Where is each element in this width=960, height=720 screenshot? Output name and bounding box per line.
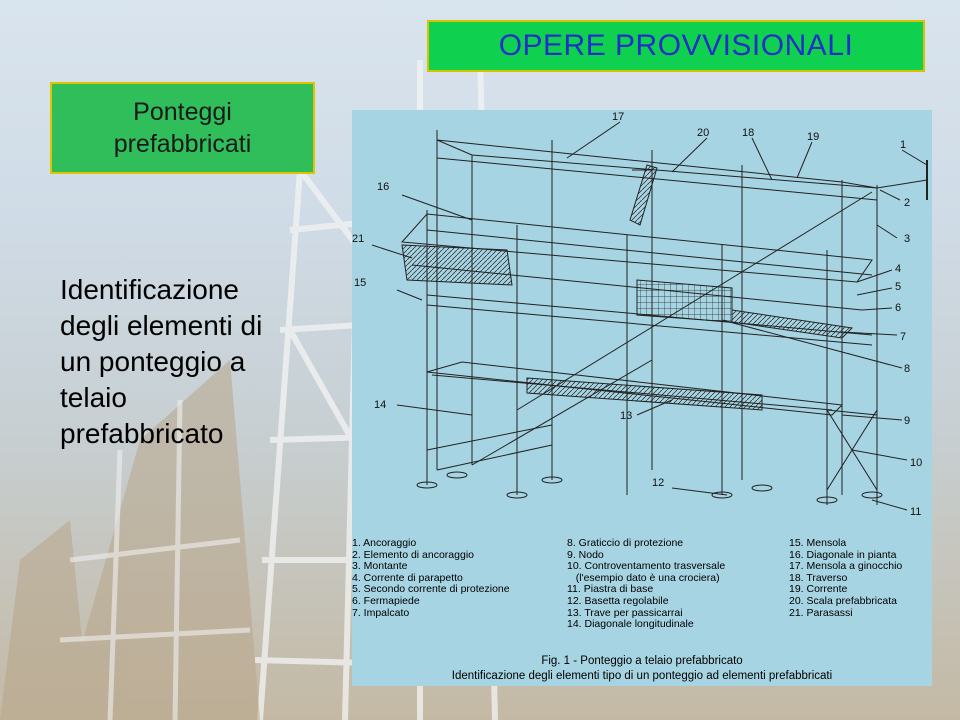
label-15: 15 bbox=[354, 277, 367, 289]
figure-caption-title: Fig. 1 - Ponteggio a telaio prefabbricato bbox=[541, 655, 743, 667]
label-20: 20 bbox=[697, 127, 710, 139]
legend-column-2 bbox=[567, 538, 725, 631]
body-line: prefabbricato bbox=[60, 418, 224, 449]
scaffold-drawing bbox=[352, 110, 932, 540]
legend-item: 9. Nodo bbox=[567, 548, 604, 561]
subtitle-line-2: prefabbricati bbox=[113, 130, 252, 158]
legend-item: 13. Trave per passicarrai bbox=[567, 606, 683, 619]
legend-item: 11. Piastra di base bbox=[567, 583, 654, 596]
label-9: 9 bbox=[904, 415, 911, 427]
body-line: un ponteggio a bbox=[60, 346, 246, 377]
label-16: 16 bbox=[377, 181, 390, 193]
legend-item: 5. Secondo corrente di protezione bbox=[352, 583, 510, 596]
label-7: 7 bbox=[900, 331, 907, 343]
legend-item: 21. Parasassi bbox=[789, 606, 853, 619]
subtitle-box bbox=[50, 82, 315, 174]
label-3: 3 bbox=[904, 233, 911, 245]
label-1: 1 bbox=[900, 139, 907, 151]
legend-item: 6. Fermapiede bbox=[352, 594, 420, 607]
legend-item: 4. Corrente di parapetto bbox=[352, 571, 463, 584]
legend-item: (l'esempio dato è una crociera) bbox=[567, 571, 720, 584]
legend-item: 17. Mensola a ginocchio bbox=[789, 560, 903, 573]
legend-item: 16. Diagonale in pianta bbox=[789, 548, 897, 561]
body-text bbox=[60, 272, 350, 452]
legend-item: 2. Elemento di ancoraggio bbox=[352, 548, 474, 561]
legend-item: 1. Ancoraggio bbox=[352, 537, 417, 549]
label-2: 2 bbox=[904, 197, 911, 209]
label-21: 21 bbox=[352, 233, 365, 245]
legend-item: 12. Basetta regolabile bbox=[567, 594, 669, 607]
legend-item: 15. Mensola bbox=[789, 537, 847, 549]
label-18: 18 bbox=[742, 127, 755, 139]
label-6: 6 bbox=[895, 302, 902, 314]
subtitle-line-1: Ponteggi bbox=[133, 98, 232, 126]
legend-item: 18. Traverso bbox=[789, 571, 848, 584]
header-title: OPERE PROVVISIONALI bbox=[498, 29, 854, 62]
body-line: Identificazione bbox=[60, 274, 240, 305]
body-line: telaio bbox=[60, 382, 127, 413]
legend-item: 19. Corrente bbox=[789, 583, 848, 596]
label-17: 17 bbox=[612, 111, 625, 123]
header-title-box bbox=[427, 20, 925, 72]
label-10: 10 bbox=[910, 457, 923, 469]
legend-item: 7. Impalcato bbox=[352, 606, 410, 619]
legend-column-3 bbox=[789, 538, 902, 619]
legend-column-1 bbox=[352, 538, 510, 619]
legend-item: 3. Montante bbox=[352, 560, 408, 573]
legend-item: 14. Diagonale longitudinale bbox=[567, 618, 694, 631]
legend-item: 10. Controventamento trasversale bbox=[567, 560, 726, 573]
figure-caption-subtitle: Identificazione degli elementi tipo di un ponteggio ad elementi prefabbricati bbox=[451, 670, 833, 682]
scaffold-diagram-figure bbox=[352, 110, 932, 686]
label-19: 19 bbox=[807, 131, 820, 143]
label-12: 12 bbox=[652, 477, 665, 489]
legend-item: 20. Scala prefabbricata bbox=[789, 594, 897, 607]
label-4: 4 bbox=[895, 263, 902, 275]
label-14: 14 bbox=[374, 399, 387, 411]
label-13: 13 bbox=[620, 410, 633, 422]
legend-item: 8. Graticcio di protezione bbox=[567, 537, 684, 549]
label-5: 5 bbox=[895, 281, 902, 293]
label-8: 8 bbox=[904, 363, 911, 375]
label-11: 11 bbox=[910, 506, 922, 518]
body-line: degli elementi di bbox=[60, 310, 263, 341]
